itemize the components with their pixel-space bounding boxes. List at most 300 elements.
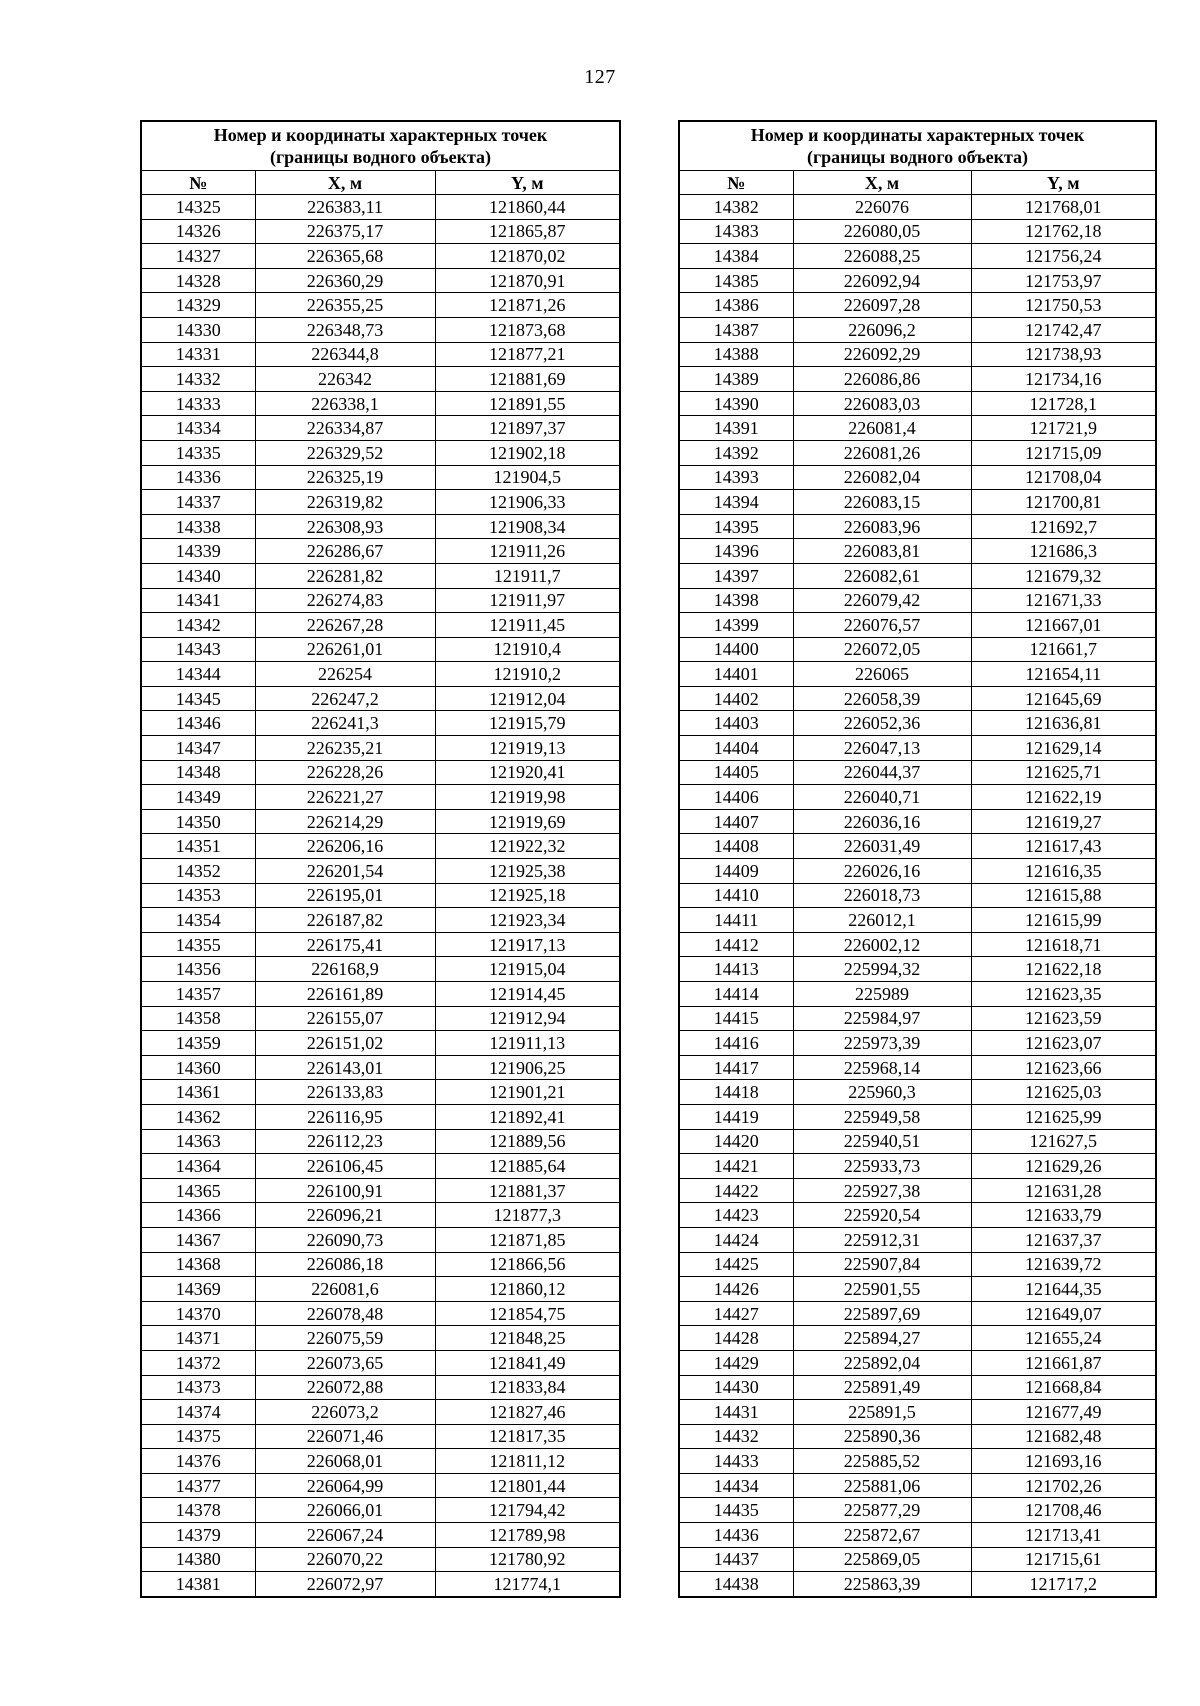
table-row	[141, 1252, 620, 1277]
cell-x: 226052,36	[793, 711, 971, 736]
cell-y: 121911,7	[435, 563, 620, 588]
cell-y: 121854,75	[435, 1301, 620, 1326]
cell-x: 226334,87	[255, 416, 435, 441]
cell-y: 121708,46	[971, 1498, 1156, 1523]
cell-x: 226072,05	[793, 637, 971, 662]
table-title	[679, 121, 1156, 171]
cell-y: 121667,01	[971, 613, 1156, 638]
cell-x: 226082,04	[793, 465, 971, 490]
table-row	[679, 268, 1156, 293]
cell-number: 14414	[679, 982, 793, 1007]
cell-y: 121756,24	[971, 244, 1156, 269]
cell-y: 121622,18	[971, 957, 1156, 982]
cell-x: 226064,99	[255, 1473, 435, 1498]
cell-number: 14383	[679, 219, 793, 244]
table-row	[141, 957, 620, 982]
cell-x: 226344,8	[255, 342, 435, 367]
cell-number: 14340	[141, 563, 255, 588]
cell-number: 14434	[679, 1473, 793, 1498]
cell-y: 121649,07	[971, 1301, 1156, 1326]
cell-x: 225920,54	[793, 1203, 971, 1228]
cell-y: 121910,2	[435, 662, 620, 687]
cell-x: 226175,41	[255, 932, 435, 957]
cell-y: 121708,04	[971, 465, 1156, 490]
cell-y: 121623,66	[971, 1055, 1156, 1080]
cell-x: 225901,55	[793, 1277, 971, 1302]
cell-number: 14428	[679, 1326, 793, 1351]
cell-number: 14357	[141, 982, 255, 1007]
cell-number: 14329	[141, 293, 255, 318]
cell-x: 225892,04	[793, 1350, 971, 1375]
cell-number: 14339	[141, 539, 255, 564]
cell-number: 14384	[679, 244, 793, 269]
table-row	[679, 563, 1156, 588]
cell-y: 121789,98	[435, 1523, 620, 1548]
table-row	[141, 367, 620, 392]
cell-number: 14436	[679, 1523, 793, 1548]
cell-y: 121768,01	[971, 195, 1156, 220]
cell-number: 14379	[141, 1523, 255, 1548]
cell-x: 226067,24	[255, 1523, 435, 1548]
cell-number: 14342	[141, 613, 255, 638]
cell-x: 226083,03	[793, 391, 971, 416]
cell-number: 14402	[679, 686, 793, 711]
table-row	[141, 834, 620, 859]
cell-y: 121677,49	[971, 1400, 1156, 1425]
cell-x: 226187,82	[255, 908, 435, 933]
cell-number: 14341	[141, 588, 255, 613]
cell-y: 121811,12	[435, 1449, 620, 1474]
cell-x: 226081,6	[255, 1277, 435, 1302]
cell-x: 226241,3	[255, 711, 435, 736]
cell-y: 121629,26	[971, 1154, 1156, 1179]
cell-x: 226026,16	[793, 859, 971, 884]
cell-x: 226308,93	[255, 514, 435, 539]
cell-x: 225940,51	[793, 1129, 971, 1154]
cell-x: 226338,1	[255, 391, 435, 416]
table-row	[679, 1104, 1156, 1129]
cell-y: 121623,35	[971, 982, 1156, 1007]
cell-x: 226096,21	[255, 1203, 435, 1228]
table-row	[141, 1178, 620, 1203]
table-row	[141, 588, 620, 613]
cell-y: 121871,85	[435, 1227, 620, 1252]
cell-x: 226083,81	[793, 539, 971, 564]
cell-x: 225881,06	[793, 1473, 971, 1498]
cell-number: 14344	[141, 662, 255, 687]
cell-x: 226080,05	[793, 219, 971, 244]
cell-number: 14412	[679, 932, 793, 957]
cell-number: 14433	[679, 1449, 793, 1474]
cell-y: 121915,04	[435, 957, 620, 982]
cell-y: 121622,19	[971, 785, 1156, 810]
table-row	[679, 1154, 1156, 1179]
cell-x: 225927,38	[793, 1178, 971, 1203]
table-row	[679, 1350, 1156, 1375]
cell-x: 226076	[793, 195, 971, 220]
table-row	[679, 1375, 1156, 1400]
cell-y: 121919,13	[435, 736, 620, 761]
cell-x: 226058,39	[793, 686, 971, 711]
cell-number: 14358	[141, 1006, 255, 1031]
table-row	[679, 195, 1156, 220]
cell-number: 14391	[679, 416, 793, 441]
table-row	[679, 1203, 1156, 1228]
table-title-line1: Номер и координаты характерных точек	[750, 125, 1085, 145]
cell-x: 225949,58	[793, 1104, 971, 1129]
cell-x: 226375,17	[255, 219, 435, 244]
cell-x: 226072,97	[255, 1572, 435, 1597]
cell-y: 121920,41	[435, 760, 620, 785]
cell-x: 226068,01	[255, 1449, 435, 1474]
table-row	[679, 465, 1156, 490]
cell-y: 121911,13	[435, 1031, 620, 1056]
table-row	[141, 514, 620, 539]
cell-number: 14386	[679, 293, 793, 318]
table-row	[679, 490, 1156, 515]
table-row	[679, 1523, 1156, 1548]
cell-number: 14333	[141, 391, 255, 416]
cell-x: 225994,32	[793, 957, 971, 982]
cell-x: 226155,07	[255, 1006, 435, 1031]
cell-number: 14345	[141, 686, 255, 711]
table-row	[141, 711, 620, 736]
table-body	[141, 195, 620, 1597]
cell-number: 14334	[141, 416, 255, 441]
cell-x: 226040,71	[793, 785, 971, 810]
cell-number: 14382	[679, 195, 793, 220]
table-title-line2: (границы водного объекта)	[806, 147, 1029, 167]
table-row	[141, 1080, 620, 1105]
cell-number: 14401	[679, 662, 793, 687]
cell-number: 14335	[141, 440, 255, 465]
cell-x: 225877,29	[793, 1498, 971, 1523]
cell-y: 121762,18	[971, 219, 1156, 244]
table-row	[141, 982, 620, 1007]
cell-number: 14361	[141, 1080, 255, 1105]
table-row	[141, 391, 620, 416]
table-row	[679, 440, 1156, 465]
cell-y: 121702,26	[971, 1473, 1156, 1498]
cell-y: 121891,55	[435, 391, 620, 416]
table-row	[141, 1400, 620, 1425]
cell-y: 121700,81	[971, 490, 1156, 515]
cell-number: 14378	[141, 1498, 255, 1523]
cell-x: 226201,54	[255, 859, 435, 884]
cell-number: 14362	[141, 1104, 255, 1129]
table-row	[679, 367, 1156, 392]
cell-y: 121679,32	[971, 563, 1156, 588]
cell-x: 226078,48	[255, 1301, 435, 1326]
cell-x: 226083,96	[793, 514, 971, 539]
cell-x: 226247,2	[255, 686, 435, 711]
cell-number: 14424	[679, 1227, 793, 1252]
cell-number: 14388	[679, 342, 793, 367]
table-row	[141, 1203, 620, 1228]
cell-number: 14404	[679, 736, 793, 761]
cell-y: 121881,69	[435, 367, 620, 392]
cell-x: 226097,28	[793, 293, 971, 318]
cell-number: 14351	[141, 834, 255, 859]
table-row	[679, 859, 1156, 884]
cell-number: 14426	[679, 1277, 793, 1302]
cell-x: 226086,86	[793, 367, 971, 392]
cell-y: 121738,93	[971, 342, 1156, 367]
cell-y: 121877,3	[435, 1203, 620, 1228]
cell-y: 121892,41	[435, 1104, 620, 1129]
column-header-number: №	[679, 171, 793, 195]
table-row	[679, 662, 1156, 687]
cell-y: 121645,69	[971, 686, 1156, 711]
cell-y: 121693,16	[971, 1449, 1156, 1474]
cell-y: 121618,71	[971, 932, 1156, 957]
table-row	[679, 1301, 1156, 1326]
table-row	[679, 1498, 1156, 1523]
cell-number: 14430	[679, 1375, 793, 1400]
table-row	[141, 686, 620, 711]
cell-y: 121901,21	[435, 1080, 620, 1105]
cell-number: 14325	[141, 195, 255, 220]
table-row	[141, 883, 620, 908]
cell-x: 226228,26	[255, 760, 435, 785]
table-row	[679, 293, 1156, 318]
cell-number: 14408	[679, 834, 793, 859]
table-row	[679, 1473, 1156, 1498]
cell-x: 226076,57	[793, 613, 971, 638]
table-row	[141, 1006, 620, 1031]
cell-x: 226090,73	[255, 1227, 435, 1252]
cell-number: 14359	[141, 1031, 255, 1056]
cell-y: 121911,97	[435, 588, 620, 613]
cell-y: 121871,26	[435, 293, 620, 318]
cell-y: 121655,24	[971, 1326, 1156, 1351]
cell-y: 121865,87	[435, 219, 620, 244]
table-row	[141, 736, 620, 761]
cell-number: 14353	[141, 883, 255, 908]
cell-y: 121615,88	[971, 883, 1156, 908]
table-row	[141, 1301, 620, 1326]
table-row	[679, 1031, 1156, 1056]
cell-x: 225891,5	[793, 1400, 971, 1425]
cell-x: 226254	[255, 662, 435, 687]
cell-y: 121908,34	[435, 514, 620, 539]
cell-x: 225912,31	[793, 1227, 971, 1252]
cell-x: 226319,82	[255, 490, 435, 515]
cell-y: 121721,9	[971, 416, 1156, 441]
cell-y: 121910,4	[435, 637, 620, 662]
cell-x: 226012,1	[793, 908, 971, 933]
cell-y: 121848,25	[435, 1326, 620, 1351]
cell-number: 14367	[141, 1227, 255, 1252]
cell-x: 226086,18	[255, 1252, 435, 1277]
cell-number: 14343	[141, 637, 255, 662]
cell-y: 121912,94	[435, 1006, 620, 1031]
cell-y: 121774,1	[435, 1572, 620, 1597]
cell-number: 14352	[141, 859, 255, 884]
table-row	[679, 736, 1156, 761]
cell-x: 226071,46	[255, 1424, 435, 1449]
cell-x: 226031,49	[793, 834, 971, 859]
cell-number: 14393	[679, 465, 793, 490]
cell-y: 121625,99	[971, 1104, 1156, 1129]
table-row	[141, 1572, 620, 1597]
cell-number: 14348	[141, 760, 255, 785]
cell-number: 14405	[679, 760, 793, 785]
cell-y: 121671,33	[971, 588, 1156, 613]
table-row	[141, 1104, 620, 1129]
cell-y: 121866,56	[435, 1252, 620, 1277]
table-row	[679, 1252, 1156, 1277]
cell-number: 14398	[679, 588, 793, 613]
table-row	[679, 391, 1156, 416]
cell-number: 14363	[141, 1129, 255, 1154]
cell-y: 121625,71	[971, 760, 1156, 785]
table-row	[141, 1129, 620, 1154]
table-row	[141, 637, 620, 662]
cell-number: 14355	[141, 932, 255, 957]
cell-y: 121617,43	[971, 834, 1156, 859]
table-row	[141, 416, 620, 441]
table-title	[141, 121, 620, 171]
cell-y: 121627,5	[971, 1129, 1156, 1154]
cell-number: 14369	[141, 1277, 255, 1302]
page-number: 127	[584, 66, 616, 88]
cell-x: 226044,37	[793, 760, 971, 785]
cell-number: 14326	[141, 219, 255, 244]
cell-number: 14371	[141, 1326, 255, 1351]
cell-y: 121742,47	[971, 317, 1156, 342]
cell-y: 121661,7	[971, 637, 1156, 662]
cell-x: 225973,39	[793, 1031, 971, 1056]
cell-number: 14422	[679, 1178, 793, 1203]
cell-x: 226092,29	[793, 342, 971, 367]
table-row	[141, 908, 620, 933]
table-row	[141, 1498, 620, 1523]
cell-x: 226081,4	[793, 416, 971, 441]
table-row	[679, 957, 1156, 982]
cell-x: 226214,29	[255, 809, 435, 834]
cell-x: 226047,13	[793, 736, 971, 761]
cell-x: 225885,52	[793, 1449, 971, 1474]
cell-x: 225989	[793, 982, 971, 1007]
cell-y: 121889,56	[435, 1129, 620, 1154]
cell-y: 121794,42	[435, 1498, 620, 1523]
cell-x: 226221,27	[255, 785, 435, 810]
cell-x: 226383,11	[255, 195, 435, 220]
table-row	[141, 1277, 620, 1302]
cell-number: 14438	[679, 1572, 793, 1597]
cell-number: 14419	[679, 1104, 793, 1129]
cell-number: 14347	[141, 736, 255, 761]
table-row	[141, 219, 620, 244]
cell-number: 14381	[141, 1572, 255, 1597]
cell-number: 14336	[141, 465, 255, 490]
cell-x: 226161,89	[255, 982, 435, 1007]
cell-x: 225894,27	[793, 1326, 971, 1351]
cell-x: 226286,67	[255, 539, 435, 564]
cell-number: 14349	[141, 785, 255, 810]
cell-x: 226267,28	[255, 613, 435, 638]
cell-x: 226075,59	[255, 1326, 435, 1351]
cell-y: 121827,46	[435, 1400, 620, 1425]
cell-number: 14372	[141, 1350, 255, 1375]
cell-number: 14415	[679, 1006, 793, 1031]
table-row	[679, 588, 1156, 613]
cell-number: 14370	[141, 1301, 255, 1326]
cell-number: 14350	[141, 809, 255, 834]
cell-x: 226092,94	[793, 268, 971, 293]
cell-number: 14394	[679, 490, 793, 515]
cell-number: 14429	[679, 1350, 793, 1375]
column-header-x: X, м	[793, 171, 971, 195]
cell-number: 14390	[679, 391, 793, 416]
cell-y: 121915,79	[435, 711, 620, 736]
cell-number: 14375	[141, 1424, 255, 1449]
cell-y: 121668,84	[971, 1375, 1156, 1400]
cell-y: 121923,34	[435, 908, 620, 933]
cell-x: 226018,73	[793, 883, 971, 908]
cell-x: 225933,73	[793, 1154, 971, 1179]
cell-y: 121906,25	[435, 1055, 620, 1080]
table-row	[141, 1227, 620, 1252]
cell-x: 226133,83	[255, 1080, 435, 1105]
cell-x: 226281,82	[255, 563, 435, 588]
cell-number: 14427	[679, 1301, 793, 1326]
cell-number: 14364	[141, 1154, 255, 1179]
table-row	[141, 293, 620, 318]
cell-x: 225863,39	[793, 1572, 971, 1597]
table-row	[141, 1154, 620, 1179]
cell-number: 14421	[679, 1154, 793, 1179]
cell-number: 14403	[679, 711, 793, 736]
cell-number: 14413	[679, 957, 793, 982]
cell-number: 14437	[679, 1547, 793, 1572]
cell-x: 226112,23	[255, 1129, 435, 1154]
cell-x: 226235,21	[255, 736, 435, 761]
cell-x: 226143,01	[255, 1055, 435, 1080]
cell-y: 121661,87	[971, 1350, 1156, 1375]
cell-x: 226168,9	[255, 957, 435, 982]
cell-number: 14431	[679, 1400, 793, 1425]
cell-y: 121616,35	[971, 859, 1156, 884]
cell-number: 14423	[679, 1203, 793, 1228]
cell-y: 121625,03	[971, 1080, 1156, 1105]
cell-x: 226329,52	[255, 440, 435, 465]
table-row	[141, 1055, 620, 1080]
table-row	[679, 1400, 1156, 1425]
cell-x: 225968,14	[793, 1055, 971, 1080]
cell-y: 121629,14	[971, 736, 1156, 761]
cell-x: 226325,19	[255, 465, 435, 490]
cell-y: 121873,68	[435, 317, 620, 342]
table-row	[141, 268, 620, 293]
cell-x: 226365,68	[255, 244, 435, 269]
cell-y: 121715,09	[971, 440, 1156, 465]
cell-number: 14346	[141, 711, 255, 736]
table-row	[679, 1178, 1156, 1203]
table-row	[141, 760, 620, 785]
cell-x: 226066,01	[255, 1498, 435, 1523]
table-row	[679, 1055, 1156, 1080]
column-header-number: №	[141, 171, 255, 195]
cell-x: 225960,3	[793, 1080, 971, 1105]
cell-x: 226261,01	[255, 637, 435, 662]
cell-y: 121870,91	[435, 268, 620, 293]
cell-number: 14395	[679, 514, 793, 539]
table-row	[141, 465, 620, 490]
cell-y: 121925,18	[435, 883, 620, 908]
table-row	[679, 1227, 1156, 1252]
